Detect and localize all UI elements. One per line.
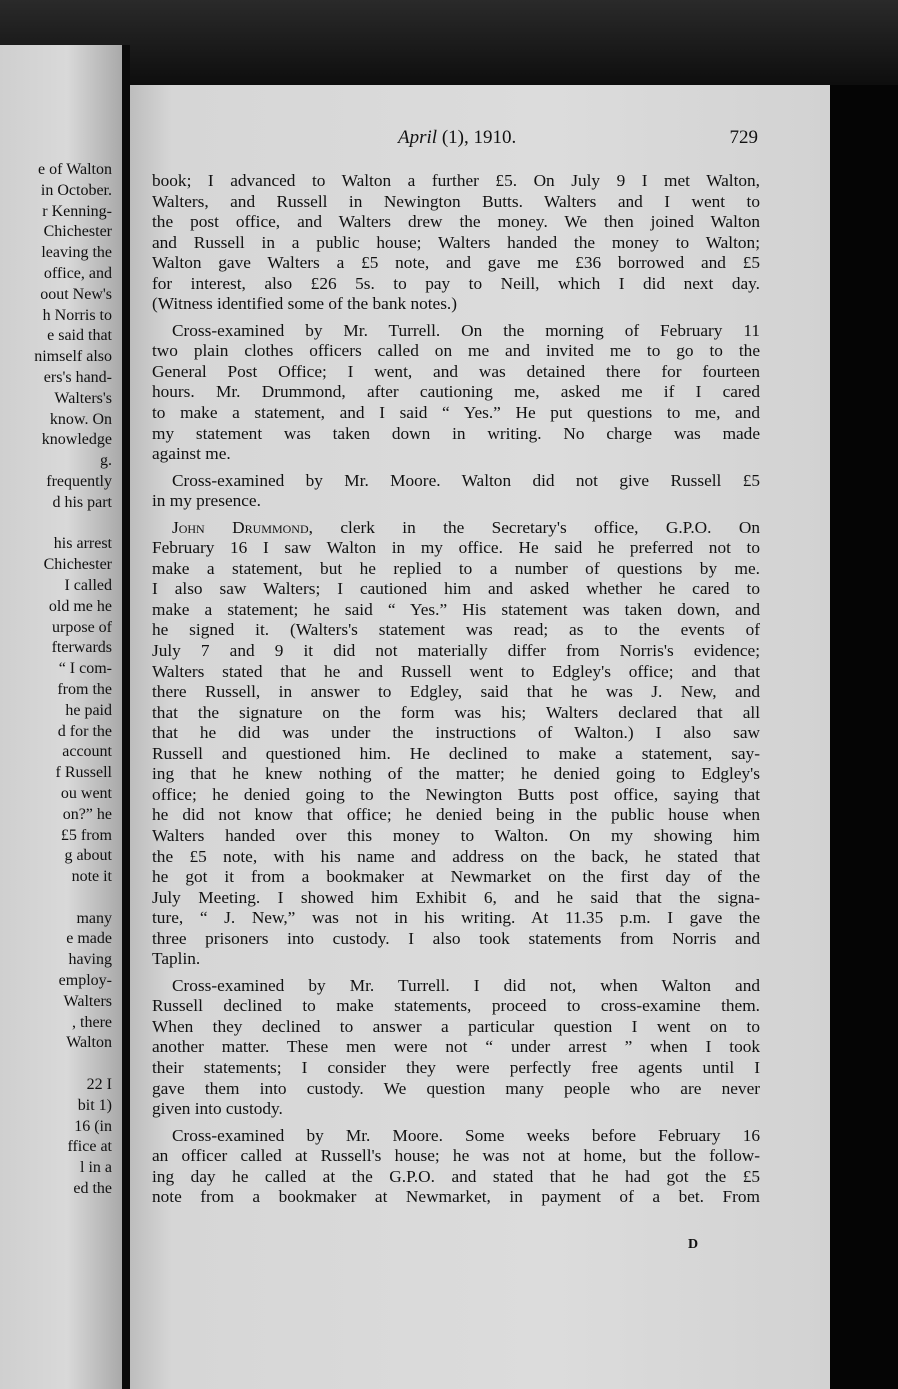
left-page-line: Walters's [54, 389, 112, 407]
left-page-line: r Kenning- [42, 202, 112, 220]
left-page-text [0, 160, 112, 1200]
body-line: July 7 and 9 it did not materially differ from Norris's evidence; [152, 641, 760, 661]
body-line: July Meeting. I showed him Exhibit 6, and he said that the signa- [152, 887, 760, 907]
left-page-line: Walton [66, 1034, 112, 1052]
body-line: an officer called at Russell's house; he was not at home, but the follow- [152, 1146, 760, 1166]
body-line: he signed it. (Walters's statement was read; as to the events of [152, 620, 760, 640]
body-line: Russell and questioned him. He declined to make a statement, say- [152, 743, 760, 763]
body-line: Cross-examined by Mr. Moore. Some weeks before February 16 [172, 1125, 760, 1145]
body-line: Russell declined to make statements, proceed to cross-examine them. [152, 996, 760, 1016]
body-line: against me. [152, 444, 231, 464]
body-line: that the signature on the form was his; Walters declared that all [152, 702, 760, 722]
running-head-month: April [398, 127, 438, 148]
left-page-line: 22 I [86, 1076, 112, 1094]
body-line: make a statement; he said “ Yes.” His statement was taken down, and [152, 599, 760, 619]
left-page-line: note it [71, 868, 112, 886]
left-page-line: bit 1) [77, 1096, 112, 1114]
body-line: ture, “ J. New,” was not in his writing. At 11.35 p.m. I gave the [152, 908, 760, 928]
body-line: gave them into custody. We question many people who are never [152, 1078, 760, 1098]
left-page-line: in October. [40, 181, 112, 199]
left-page-line: many [76, 909, 112, 927]
right-background [830, 85, 898, 1389]
left-page-line: old me he [48, 597, 112, 615]
left-page-line: “ I com- [58, 660, 112, 678]
left-page-line: I called [64, 576, 112, 594]
signature-mark: D [688, 1237, 699, 1252]
left-page-line: f Russell [55, 764, 112, 782]
body-line: Walters, and Russell in Newington Butts. Walters and I went to [152, 191, 760, 211]
body-line: ing that he knew nothing of the matter; he denied going to Edgley's [152, 764, 760, 784]
body-line: that he did was under the instructions of Walton.) I also saw [152, 723, 760, 743]
left-page-line: 16 (in [74, 1117, 112, 1135]
left-page-line: Chichester [43, 223, 112, 241]
body-line: three prisoners into custody. I also took statements from Norris and [152, 928, 760, 948]
left-page-line: ed the [73, 1180, 112, 1198]
left-page-line: g about [64, 847, 112, 865]
body-line: ing day he called at the G.P.O. and stated that he had got the £5 [152, 1166, 760, 1186]
left-page-line: d his part [52, 493, 112, 511]
witness-name: John Drummond [172, 517, 309, 537]
body-line: I also saw Walters; I cautioned him and asked whether he cared to [152, 579, 760, 599]
running-head-title [398, 127, 516, 149]
left-page-line: employ- [58, 972, 112, 990]
body-line: to make a statement, and I said “ Yes.” He put questions to me, and [152, 403, 760, 423]
left-page-line: leaving the [41, 244, 112, 262]
left-page-line: , there [72, 1013, 112, 1031]
page-number: 729 [729, 127, 758, 148]
body-line: their statements; I consider they were perfectly free agents until I [152, 1057, 760, 1077]
body-line: General Post Office; I went, and was detained there for fourteen [152, 361, 760, 381]
body-line: for interest, also £26 5s. to pay to Neill, which I did next day. [152, 273, 760, 293]
body-line: make a statement, but he replied to a number of questions by me. [152, 558, 760, 578]
body-line: book; I advanced to Walton a further £5. On July 9 I met Walton, [152, 171, 760, 190]
left-page-line: account [62, 743, 112, 761]
left-page-line: ers's hand- [43, 368, 112, 386]
left-page-line: e of Walton [38, 161, 112, 178]
body-line: Walters stated that he and Russell went to Edgley's office; and that [152, 661, 760, 681]
left-page-line: l in a [80, 1159, 112, 1177]
body-line: two plain clothes officers called on me and invited me to go to the [152, 341, 760, 361]
body-line: he did not know that office; he denied being in the public house when [152, 805, 760, 825]
left-page-line: urpose of [52, 618, 112, 636]
running-head [398, 127, 758, 151]
right-page [130, 85, 830, 1389]
body-line: given into custody. [152, 1099, 283, 1119]
left-page-line: office, and [43, 264, 112, 282]
left-page-line: d for the [57, 722, 112, 740]
body-line: my statement was taken down in writing. No charge was made [152, 423, 760, 443]
body-line: Cross-examined by Mr. Turrell. On the morning of February 11 [172, 320, 760, 340]
body-line: John Drummond, clerk in the Secretary's office, G.P.O. On [172, 517, 760, 537]
body-line: Cross-examined by Mr. Turrell. I did not, when Walton and [172, 975, 760, 995]
body-line: the post office, and Walters drew the money. We then joined Walton [152, 212, 760, 232]
left-page-line: g. [100, 452, 112, 470]
left-page [0, 45, 122, 1389]
left-page-line: £5 from [60, 826, 112, 844]
left-page-line: his arrest [53, 535, 112, 553]
left-page-line: h Norris to [42, 306, 112, 324]
running-head-date: (1), 1910. [437, 127, 517, 148]
left-page-line: fterwards [51, 639, 112, 657]
body-line: in my presence. [152, 491, 261, 511]
left-page-line [0, 1054, 112, 1075]
book-gutter [122, 45, 130, 1389]
body-line: he got it from a bookmaker at Newmarket on the first day of the [152, 867, 760, 887]
left-page-line: nimself also [34, 348, 112, 366]
left-page-line: on?” he [62, 805, 112, 823]
left-page-line [0, 888, 112, 909]
body-line: the £5 note, with his name and address on the back, he stated that [152, 846, 760, 866]
body-line: February 16 I saw Walton in my office. He said he preferred not to [152, 538, 760, 558]
body-line: office; he denied going to the Newington Butts post office, saying that [152, 784, 760, 804]
left-page-line: ffice at [67, 1138, 112, 1156]
body-line: note from a bookmaker at Newmarket, in payment of a bet. From [152, 1187, 760, 1207]
body-line: When they declined to answer a particular question I went on to [152, 1016, 760, 1036]
page-body-text [152, 171, 760, 1208]
body-line: (Witness identified some of the bank notes.) [152, 294, 458, 314]
left-page-line: having [68, 951, 112, 969]
left-page-line: Walters [63, 992, 112, 1010]
body-line: another matter. These men were not “ under arrest ” when I took [152, 1037, 760, 1057]
body-line: there Russell, in answer to Edgley, said that he was J. New, and [152, 682, 760, 702]
left-page-line: frequently [46, 472, 112, 490]
left-page-line: from the [57, 680, 112, 698]
left-page-line: Chichester [43, 556, 112, 574]
left-page-line: ou went [60, 784, 112, 802]
left-page-line: oout New's [40, 285, 112, 303]
left-page-line: he paid [65, 701, 112, 719]
body-line: Cross-examined by Mr. Moore. Walton did not give Russell £5 [172, 470, 760, 490]
top-background [0, 0, 898, 90]
body-line: Taplin. [152, 949, 201, 969]
left-page-line: know. On [49, 410, 112, 428]
body-line: Walton gave Walters a £5 note, and gave me £36 borrowed and £5 [152, 253, 760, 273]
left-page-line: e said that [47, 327, 112, 345]
body-line: Walters handed over this money to Walton. On my showing him [152, 825, 760, 845]
left-page-line [0, 514, 112, 535]
left-page-line: e made [66, 930, 112, 948]
body-line: hours. Mr. Drummond, after cautioning me, asked me if I cared [152, 382, 760, 402]
body-line: and Russell in a public house; Walters handed the money to Walton; [152, 232, 760, 252]
left-page-line: knowledge [41, 431, 112, 449]
